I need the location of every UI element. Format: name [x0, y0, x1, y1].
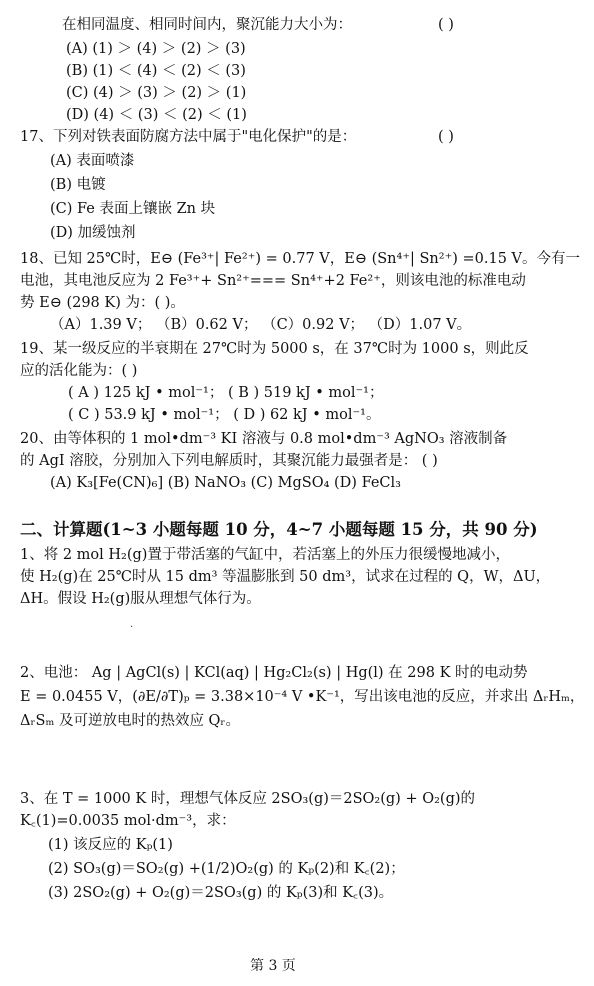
q16-option-d: (D) (4) ＜ (3) ＜ (2) ＜ (1) — [66, 107, 247, 123]
q18-line-3: 势 E⊖ (298 K) 为：( )。 — [20, 295, 185, 311]
q19-line-2: 应的活化能为：( ) — [20, 363, 138, 379]
q18-options: （A）1.39 V； （B）0.62 V； （C）0.92 V； （D）1.07 V。 — [50, 317, 472, 333]
q17-option-a: (A) 表面喷漆 — [50, 153, 135, 169]
section-2-title: 二、计算题(1~3 小题每题 10 分，4~7 小题每题 15 分，共 90 分) — [20, 520, 538, 539]
calc-3-line-1: 3、在 T = 1000 K 时，理想气体反应 2SO₃(g)＝2SO₂(g) + O₂(g)的 — [20, 791, 476, 807]
calc-2-line-2: E = 0.0455 V，(∂E/∂T)ₚ = 3.38×10⁻⁴ V •K⁻¹，写出该电池的反应，并求出 ΔᵣHₘ， — [20, 689, 585, 705]
q17-stem: 17、下列对铁表面防腐方法中属于"电化保护"的是： — [20, 129, 357, 145]
q16-option-b: (B) (1) ＜ (4) ＜ (2) ＜ (3) — [66, 63, 246, 79]
q18-line-2: 电池，其电池反应为 2 Fe³⁺+ Sn²⁺=== Sn⁴⁺+2 Fe²⁺，则该电池的标准电动 — [20, 273, 526, 289]
calc-1-line-1: 1、将 2 mol H₂(g)置于带活塞的气缸中，若活塞上的外压力很缓慢地减小， — [20, 547, 510, 563]
calc-1-line-3: ΔH。假设 H₂(g)服从理想气体行为。 — [20, 591, 261, 607]
q16-answer-paren: ( ) — [438, 17, 454, 33]
q17-option-b: (B) 电镀 — [50, 177, 106, 193]
q20-line-1: 20、由等体积的 1 mol•dm⁻³ KI 溶液与 0.8 mol•dm⁻³ AgNO₃ 溶液制备 — [20, 431, 508, 447]
q16-option-c: (C) (4) ＞ (3) ＞ (2) ＞ (1) — [66, 85, 247, 101]
q17-answer-paren: ( ) — [438, 129, 454, 145]
page-number: 第 3 页 — [250, 958, 296, 974]
calc-3-item-1: (1) 该反应的 Kₚ(1) — [48, 837, 173, 853]
q17-option-d: (D) 加缓蚀剂 — [50, 225, 136, 241]
q16-option-a: (A) (1) ＞ (4) ＞ (2) ＞ (3) — [66, 41, 246, 57]
calc-2-line-1: 2、电池： Ag | AgCl(s) | KCl(aq) | Hg₂Cl₂(s) | Hg(l) 在 298 K 时的电动势 — [20, 665, 528, 681]
calc-3-item-2: (2) SO₃(g)＝SO₂(g) +(1/2)O₂(g) 的 Kₚ(2)和 K꜀(2)； — [48, 861, 405, 877]
q20-line-2: 的 AgI 溶胶，分别加入下列电解质时，其聚沉能力最强者是： ( ) — [20, 453, 438, 469]
q17-option-c: (C) Fe 表面上镶嵌 Zn 块 — [50, 201, 216, 217]
q16-stem: 在相同温度、相同时间内，聚沉能力大小为： — [62, 17, 352, 33]
scan-speck: · — [130, 622, 134, 633]
q18-line-1: 18、已知 25℃时，E⊖ (Fe³⁺| Fe²⁺) = 0.77 V，E⊖ (Sn⁴⁺| Sn²⁺) =0.15 V。今有一 — [20, 251, 580, 267]
q20-options: (A) K₃[Fe(CN)₆] (B) NaNO₃ (C) MgSO₄ (D) FeCl₃ — [50, 475, 401, 491]
calc-3-item-3: (3) 2SO₂(g) + O₂(g)＝2SO₃(g) 的 Kₚ(3)和 K꜀(3)。 — [48, 885, 394, 901]
calc-1-line-2: 使 H₂(g)在 25℃时从 15 dm³ 等温膨胀到 50 dm³，试求在过程的 Q，W，ΔU， — [20, 569, 551, 585]
q19-options-row-1: ( A ) 125 kJ • mol⁻¹； ( B ) 519 kJ • mol⁻¹； — [68, 385, 384, 401]
q19-options-row-2: ( C ) 53.9 kJ • mol⁻¹； ( D ) 62 kJ • mol⁻¹。 — [68, 407, 381, 423]
calc-3-line-2: K꜀(1)=0.0035 mol·dm⁻³，求： — [20, 813, 236, 829]
q19-line-1: 19、某一级反应的半衰期在 27℃时为 5000 s，在 37℃时为 1000 s，则此反 — [20, 341, 529, 357]
calc-2-line-3: ΔᵣSₘ 及可逆放电时的热效应 Qᵣ。 — [20, 713, 240, 729]
